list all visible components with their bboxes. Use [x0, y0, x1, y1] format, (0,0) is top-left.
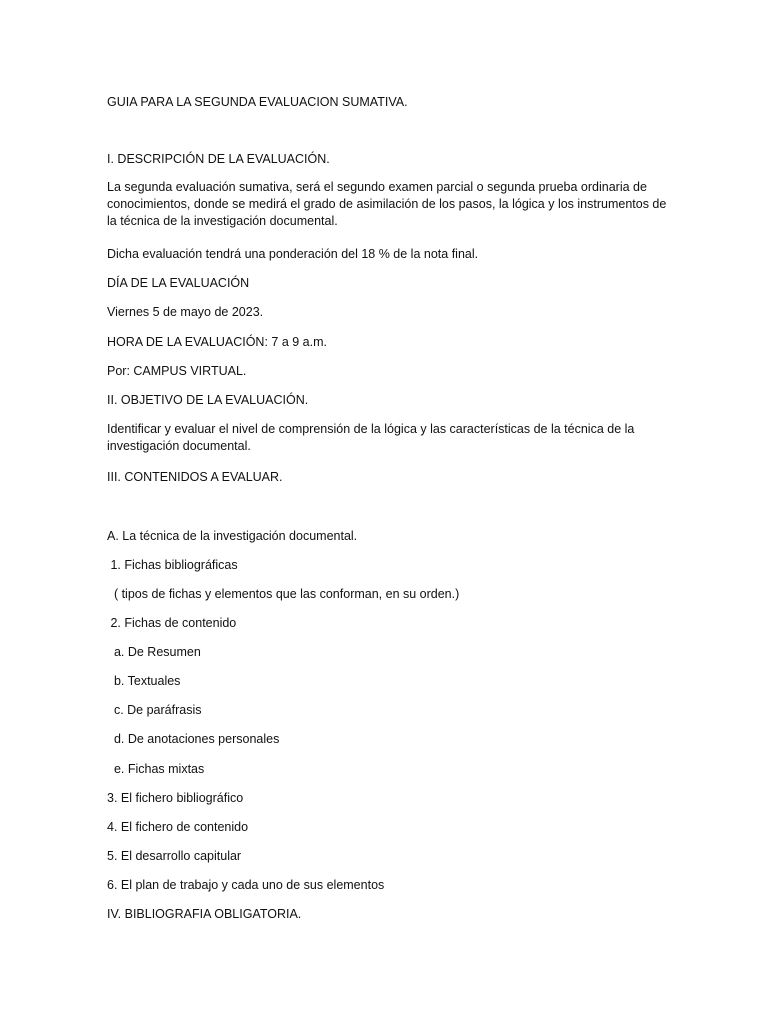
section-heading-bibliography: IV. BIBLIOGRAFIA OBLIGATORIA.	[107, 907, 302, 921]
via-text: Por: CAMPUS VIRTUAL.	[107, 364, 247, 378]
time-text: HORA DE LA EVALUACIÓN: 7 a 9 a.m.	[107, 335, 327, 349]
sub-list-item: a. De Resumen	[107, 645, 201, 659]
list-item: 6. El plan de trabajo y cada uno de sus elementos	[107, 878, 385, 892]
sub-list-item: b. Textuales	[107, 674, 181, 688]
description-paragraph: La segunda evaluación sumativa, será el segundo examen parcial o segunda prueba ordinaria de conocimientos, donde se medirá el grado de asimilación de los pasos, la lógica y los instrumentos de la técnica de la investigación documental.	[107, 180, 667, 228]
sub-list-item: d. De anotaciones personales	[107, 732, 280, 746]
list-item: 1. Fichas bibliográficas	[107, 558, 238, 572]
section-heading-objective: II. OBJETIVO DE LA EVALUACIÓN.	[107, 393, 309, 407]
section-heading-description: I. DESCRIPCIÓN DE LA EVALUACIÓN.	[107, 152, 330, 166]
list-item: 4. El fichero de contenido	[107, 820, 249, 834]
sub-list-item: c. De paráfrasis	[107, 703, 202, 717]
day-value: Viernes 5 de mayo de 2023.	[107, 305, 264, 319]
list-item: 2. Fichas de contenido	[107, 616, 237, 630]
document-title: GUIA PARA LA SEGUNDA EVALUACION SUMATIVA.	[107, 95, 408, 109]
list-item: 3. El fichero bibliográfico	[107, 791, 244, 805]
list-item-note: ( tipos de fichas y elementos que las conforman, en su orden.)	[107, 587, 460, 601]
list-item: 5. El desarrollo capitular	[107, 849, 242, 863]
weighting-text: Dicha evaluación tendrá una ponderación del 18 % de la nota final.	[107, 247, 479, 261]
topic-a: A. La técnica de la investigación documental.	[107, 529, 358, 543]
section-heading-contents: III. CONTENIDOS A EVALUAR.	[107, 470, 283, 484]
day-heading: DÍA DE LA EVALUACIÓN	[107, 276, 250, 290]
objective-paragraph: Identificar y evaluar el nivel de comprensión de la lógica y las características de la técnica de la investigación documental.	[107, 422, 635, 453]
sub-list-item: e. Fichas mixtas	[107, 762, 205, 776]
